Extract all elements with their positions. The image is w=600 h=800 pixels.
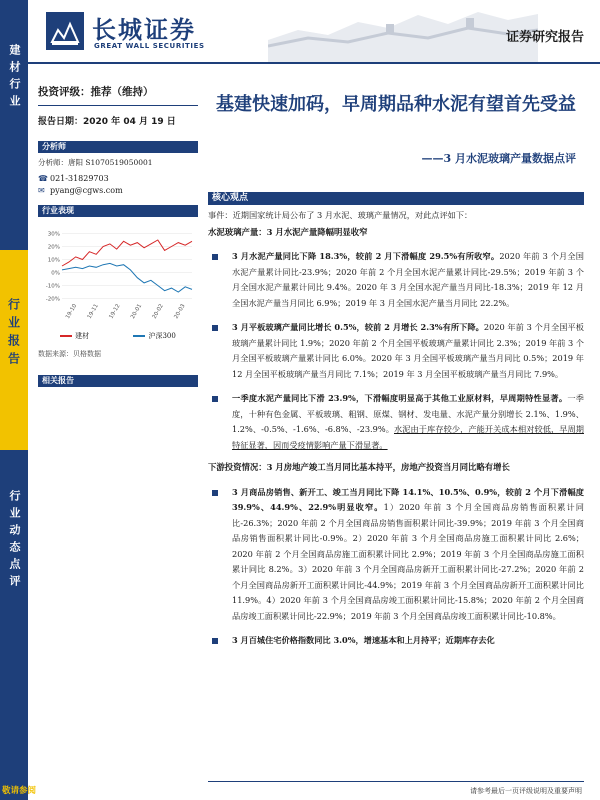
report-date: 报告日期：2020 年 04 月 19 日 bbox=[38, 117, 176, 127]
section-heading: 下游投资情况：3 月房地产竣工当月同比基本持平，房地产投资当月同比略有增长 bbox=[208, 462, 510, 472]
bullet-square-icon bbox=[212, 490, 218, 496]
footer-text: 请参考最后一页评级说明及重要声明 bbox=[470, 787, 582, 795]
y-tick-label: 0% bbox=[51, 270, 60, 277]
section-heading: 水泥玻璃产量：3 月水泥产量降幅明显收窄 bbox=[208, 226, 368, 237]
legend-swatch-blue bbox=[133, 335, 145, 337]
bullet-item: 一季度水泥产量同比下滑 23.9%，下滑幅度明显高于其他工业原材料，早周期特性显著。一季度，十种有色金属、平板玻璃、粗钢、原煤、钢材、发电量、水泥产量分别增长 2.1%、1.9%、1.2%、-0.5%、-1.6%、-6.8%、-23.9%。水泥由于库存较少，产能开关成本相对较低，早周期特征显著，因而受疫情影响产量下滑显著。 bbox=[208, 391, 584, 453]
bullet-square-icon bbox=[212, 396, 218, 402]
footer-label: 敬请参阅 bbox=[2, 786, 37, 796]
x-tick-label: 20-03 bbox=[173, 303, 187, 320]
chart-legend bbox=[38, 331, 198, 341]
y-tick-label: -10% bbox=[45, 283, 60, 290]
great-wall-illustration bbox=[268, 0, 538, 62]
analyst-info: 分析师：唐阳 S1070519050001 bbox=[38, 158, 153, 167]
bullet-square-icon bbox=[212, 638, 218, 644]
bullet-item: 3 月水泥产量同比下降 18.3%，较前 2 月下滑幅度 29.5%有所收窄。2020 年前 3 个月全国水泥产量累计同比-23.9%；2020 年前 2 个月全国水泥产量累计同比-29.5%；2019 年前 3 个月全国水泥产量累计同比 9.4%。2020 年 3 月全国水泥产量当月同比-18.3%；2019 年 12 月全国水泥产量当月同比 6.9%；2019 年 3 月全国水泥产量当月同比 22.2%。 bbox=[208, 249, 584, 311]
y-tick-label: -20% bbox=[45, 296, 60, 303]
phone-row: ☎ 021-31829703 bbox=[38, 174, 109, 183]
legend-item: 沪深300 bbox=[133, 331, 175, 341]
legend-swatch-red bbox=[60, 335, 72, 337]
divider bbox=[38, 105, 198, 106]
related-reports-header: 相关报告 bbox=[38, 375, 198, 387]
x-tick-label: 19-10 bbox=[65, 303, 79, 320]
email-icon: ✉ bbox=[38, 186, 45, 195]
series-line-building-materials bbox=[62, 240, 192, 266]
header-divider bbox=[28, 62, 600, 64]
performance-chart-svg bbox=[38, 221, 198, 331]
report-body bbox=[208, 208, 584, 649]
event-paragraph: 事件：近期国家统计局公布了 3 月水泥、玻璃产量情况，对此点评如下： bbox=[208, 210, 473, 220]
bullet-item: 3 月平板玻璃产量同比增长 0.5%，较前 2 月增长 2.3%有所下降。2020 年前 3 个月全国平板玻璃产量累计同比 1.9%；2020 年前 2 个月全国平板玻璃产量累计同比 2.3%；2019 年前 3 个月全国平板玻璃产量累计同比 6.0%。2020 年 3 月全国平板玻璃产量当月同比 0.5%；2019 年 12 月全国平板玻璃产量当月同比 7.1%；2019 年 3 月全国平板玻璃产量当月同比 7.9%。 bbox=[208, 320, 584, 382]
investment-rating: 投资评级：推荐（维持） bbox=[38, 86, 154, 98]
brand-name-en: GREAT WALL SECURITIES bbox=[94, 42, 205, 50]
bullet-square-icon bbox=[212, 325, 218, 331]
legend-item: 建材 bbox=[60, 331, 89, 341]
y-tick-label: 10% bbox=[47, 257, 60, 264]
brand-name: 长城证券 bbox=[92, 15, 196, 44]
x-tick-label: 20-02 bbox=[151, 303, 165, 320]
report-title: 基建快速加码，早周期品种水泥有望首先受益 bbox=[216, 94, 576, 115]
info-column bbox=[38, 84, 198, 387]
email-row bbox=[38, 186, 198, 195]
x-tick-label: 19-12 bbox=[108, 303, 122, 320]
series-line-csi300 bbox=[62, 263, 192, 292]
y-tick-label: 30% bbox=[47, 231, 60, 238]
data-source: 数据来源：贝格数据 bbox=[38, 350, 101, 358]
side-label-report: 行业报告 bbox=[0, 250, 28, 450]
x-tick-label: 20-01 bbox=[130, 303, 144, 320]
performance-chart bbox=[38, 221, 198, 331]
performance-header: 行业表现 bbox=[38, 205, 198, 217]
analyst-header: 分析师 bbox=[38, 141, 198, 153]
email-link[interactable]: pyang@cgws.com bbox=[50, 186, 123, 195]
phone-icon: ☎ bbox=[38, 174, 48, 183]
page-header bbox=[28, 0, 600, 62]
brand-logo-icon bbox=[46, 12, 84, 50]
footer-divider bbox=[208, 781, 584, 782]
side-label-industry: 建材行业 bbox=[0, 0, 28, 250]
bullet-item: 3 月百城住宅价格指数同比 3.0%，增速基本和上月持平；近期库存去化 bbox=[208, 633, 584, 649]
bullet-item: 3 月商品房销售、新开工、竣工当月同比下降 14.1%、10.5%、0.9%，较前 2 个月下滑幅度 39.9%、44.9%、22.9%明显收窄。1）2020 年前 3 个月全国商品房销售面积累计同比-26.3%；2020 年前 2 个月全国商品房销售面积累计同比-39.9%；2019 年前 3 个月全国商品房销售面积累计同比-0.9%。2）2020 年前 3 个月全国商品房施工面积累计同比 2.6%；2020 年前 2 个月全国商品房施工面积累计同比 2.9%；2019 年前 3 个月全国商品房施工面积累计同比 8.2%。3）2020 年前 3 个月全国商品房新开工面积累计同比-27.2%；2020 年前 2 个月全国商品房新开工面积累计同比-44.9%；2019 年前 3 个月全国商品房新开工面积累计同比 11.9%。4）2020 年前 3 个月全国商品房竣工面积累计同比-15.8%；2020 年前 2 个月全国商品房竣工面积累计同比-22.9%；2019 年前 3 个月全国商品房竣工面积累计同比-10.8%。 bbox=[208, 485, 584, 625]
report-type: 证券研究报告 bbox=[505, 30, 584, 45]
bullet-square-icon bbox=[212, 254, 218, 260]
side-label-comment: 行业动态点评 bbox=[0, 450, 28, 800]
report-subtitle: ——3 月水泥玻璃产量数据点评 bbox=[421, 152, 576, 165]
y-tick-label: 20% bbox=[47, 244, 60, 251]
core-view-header: 核心观点 bbox=[208, 192, 584, 205]
x-tick-label: 19-11 bbox=[86, 303, 100, 320]
